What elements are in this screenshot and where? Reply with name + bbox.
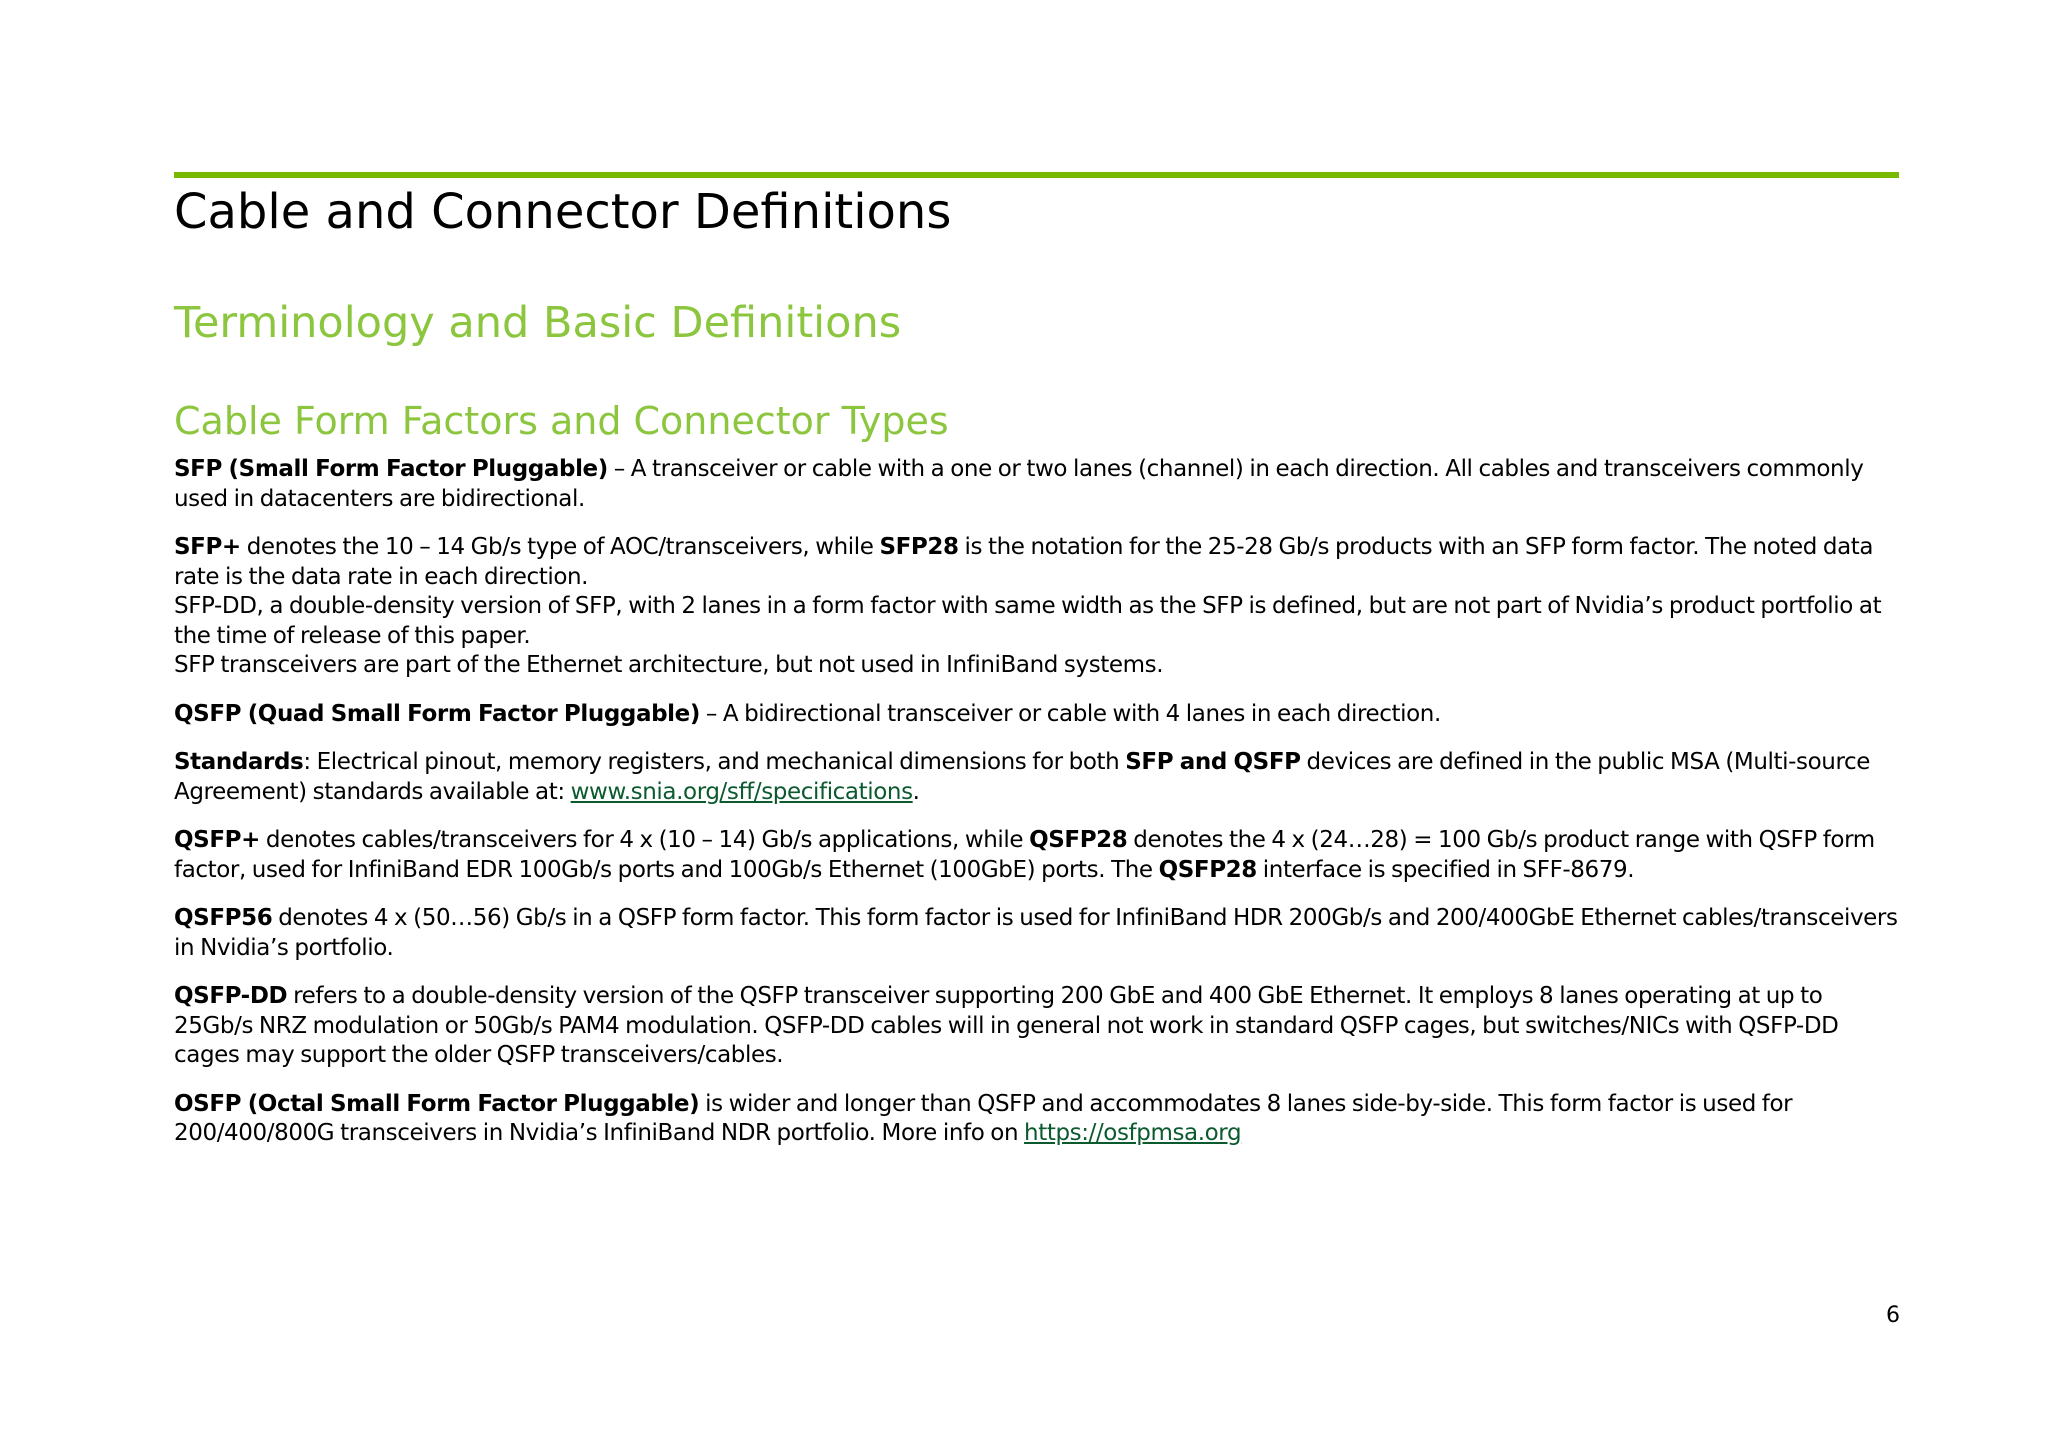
- text-sfp-plus-1: denotes the 10 – 14 Gb/s type of AOC/transceivers, while: [240, 534, 880, 560]
- term-qsfp-plus: QSFP+: [174, 827, 260, 853]
- term-qsfp56: QSFP56: [174, 905, 273, 931]
- text-standards-3: .: [912, 778, 920, 805]
- paragraph-qsfp: [174, 700, 1899, 730]
- accent-rule: [174, 172, 1899, 178]
- text-sfp: – A transceiver or cable with a one or two lanes (channel) in each direction. All cables and transceivers commonly used in datacenters are bidirectional.: [174, 456, 1864, 512]
- text-qsfp56: denotes 4 x (50…56) Gb/s in a QSFP form factor. This form factor is used for InfiniBand HDR 200Gb/s and 200/400GbE Ethernet cables/transceivers in Nvidia’s portfolio.: [174, 905, 1898, 961]
- page-number: 6: [1886, 1303, 1900, 1328]
- term-qsfp: QSFP (Quad Small Form Factor Pluggable): [174, 700, 700, 727]
- paragraph-sfp-dd: SFP-DD, a double-density version of SFP, with 2 lanes in a form factor with same width as the SFP is defined, but are not part of Nvidia’s product portfolio at the time of release of this paper.: [174, 593, 1882, 649]
- text-qsfp-plus-2: denotes the 4 x (24…28) = 100 Gb/s product range with QSFP form factor, used for InfiniBand EDR 100Gb/s ports and 100Gb/s Ethernet (100GbE) ports. The: [174, 827, 1875, 883]
- term-sfp: SFP (Small Form Factor Pluggable): [174, 456, 608, 482]
- document-page: [174, 172, 1899, 1149]
- paragraph-qsfp-dd: [174, 982, 1899, 1071]
- term-sfp28: SFP28: [879, 534, 959, 560]
- snia-specifications-link[interactable]: www.snia.org/sff/specifications: [570, 778, 913, 805]
- text-standards-2: devices are defined in the public MSA (Multi-source Agreement) standards available at:: [174, 749, 1870, 805]
- term-qsfp28: QSFP28: [1029, 827, 1128, 853]
- osfpmsa-link[interactable]: https://osfpmsa.org: [1024, 1120, 1242, 1146]
- section-title: Cable and Connector Definitions: [174, 184, 952, 240]
- paragraph-sfp-plus: [174, 533, 1899, 592]
- paragraph-qsfp-plus: [174, 826, 1899, 885]
- term-standards: Standards: [174, 749, 304, 775]
- subsection-title: Terminology and Basic Definitions: [174, 298, 902, 348]
- subsubsection-title: Cable Form Factors and Connector Types: [174, 399, 949, 443]
- text-qsfp-dd: refers to a double-density version of the QSFP transceiver supporting 200 GbE and 400 GbE Ethernet. It employs 8 lanes operating at up to 25Gb/s NRZ modulation or 50Gb/s PAM4 modulation. QSFP-DD cables will in general not work in standard QSFP cages, but switches/NICs with QSFP-DD cages may support the older QSFP transceivers/cables.: [174, 983, 1839, 1068]
- term-osfp: OSFP (Octal Small Form Factor Pluggable): [174, 1090, 700, 1117]
- text-qsfp-plus-3: interface is specified in SFF-8679.: [1256, 856, 1635, 883]
- paragraph-sfp-ethernet: SFP transceivers are part of the Ethernet architecture, but not used in InfiniBand systems.: [174, 652, 1164, 678]
- term-qsfp28-interface: QSFP28: [1158, 856, 1257, 883]
- text-osfp: is wider and longer than QSFP and accommodates 8 lanes side-by-side. This form factor is used for 200/400/800G transceivers in Nvidia’s InfiniBand NDR portfolio. More info on: [174, 1090, 1793, 1146]
- text-qsfp: – A bidirectional transceiver or cable with 4 lanes in each direction.: [699, 700, 1441, 727]
- term-sfp-plus: SFP+: [174, 534, 241, 560]
- paragraph-sfp: [174, 455, 1899, 514]
- text-sfp-plus-2: is the notation for the 25-28 Gb/s products with an SFP form factor. The noted data rate is the data rate in each direction.: [174, 534, 1874, 590]
- paragraph-standards: [174, 748, 1899, 807]
- paragraph-qsfp56: [174, 904, 1899, 963]
- paragraph-osfp: [174, 1090, 1899, 1149]
- term-sfp-and-qsfp: SFP and QSFP: [1125, 749, 1301, 775]
- text-standards-1: : Electrical pinout, memory registers, and mechanical dimensions for both: [303, 749, 1126, 775]
- term-qsfp-dd: QSFP-DD: [174, 983, 288, 1009]
- text-qsfp-plus-1: denotes cables/transceivers for 4 x (10 – 14) Gb/s applications, while: [259, 827, 1030, 853]
